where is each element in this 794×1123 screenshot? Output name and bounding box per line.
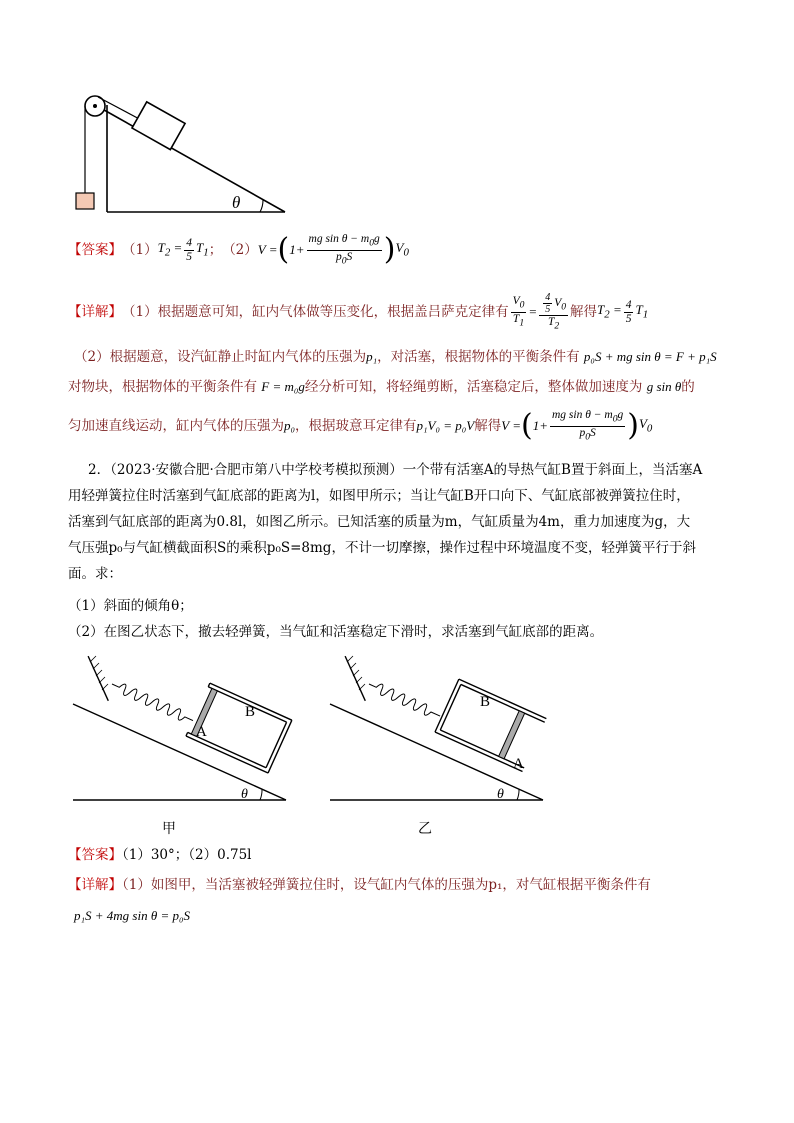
angle-label-theta: θ <box>232 193 241 212</box>
answer-2: 【答案】（1）30°；（2）0.75l <box>68 847 252 863</box>
caption-yi: 乙 <box>418 821 432 837</box>
question-2: （2）在图乙状态下，撤去轻弹簧，当气缸和活塞稳定下滑时，求活塞到气缸底部的距离。 <box>68 624 604 640</box>
detail-1-line-4: 匀加速直线运动，缸内气体的压强为 p₀ ，根据玻意耳定律有 p₁V₀ = p₀V 解得 V = ( 1+ $\frac{mg \sin \theta - m_0g}{p_0S}$ ) $V_0$ <box>68 408 653 443</box>
answer-label: 【答案】 <box>68 242 122 258</box>
answer-1: 【答案】 （1） $T_2$ = $\frac{4}{5}$ $T_1$ ； （2） V = ( 1+ $\frac{mg \sin \theta - m_0g}{p_0S}$ ) $V_0$ <box>68 232 409 267</box>
label-piston-A-right: A <box>513 756 524 772</box>
figure-2-left-jia <box>68 648 293 808</box>
figure-2-right-yi <box>325 648 550 808</box>
question-1: （1）斜面的倾角θ； <box>68 598 193 614</box>
detail-1-line-1: 【详解】 （1）根据题意可知，缸内气体做等压变化，根据盖吕萨克定律有 $\frac{V_0}{T_1}$ = $\frac{4}{5}$ $V_0$ $T_2$ 解得 $T_2$ = $\frac{4}{5}$ $T_1$ <box>68 291 649 332</box>
problem-2-line-1: 2．（2023·安徽合肥·合肥市第八中学校考模拟预测）一个带有活塞A的导热气缸B置于斜面上，当活塞A <box>88 462 703 478</box>
detail-1-line-2: （2）根据题意，设汽缸静止时缸内气体的压强为p₁，对活塞，根据物体的平衡条件有 p₀S + mg sin θ = F + p₁S <box>74 349 717 365</box>
caption-jia: 甲 <box>162 821 176 837</box>
detail-label: 【详解】 <box>68 304 122 320</box>
problem-2-line-4: 气压强p₀与气缸横截面积S的乘积p₀S=8mg，不计一切摩擦，操作过程中环境温度不变，轻弹簧平行于斜 <box>68 540 696 556</box>
detail-2-line-1: 【详解】（1）如图甲，当活塞被轻弹簧拉住时，设气缸内气体的压强为p₁，对气缸根据平衡条件有 <box>68 877 651 893</box>
angle-label-left: θ <box>241 787 248 802</box>
block-on-incline <box>132 102 185 150</box>
label-cylinder-B-right: B <box>480 694 491 710</box>
angle-label-right: θ <box>497 787 504 802</box>
hanging-weight <box>76 193 94 209</box>
detail-2-line-2: p₁S + 4mg sin θ = p₀S <box>74 908 191 923</box>
label-piston-A-left: A <box>196 724 207 740</box>
problem-2-line-2: 用轻弹簧拉住时活塞到气缸底部的距离为l，如图甲所示；当让气缸B开口向下、气缸底部被弹簧拉住时， <box>68 488 690 504</box>
problem-2-line-3: 活塞到气缸底部的距离为0.8l，如图乙所示。已知活塞的质量为m，气缸质量为4m，重力加速度为g，大 <box>68 514 691 530</box>
problem-2-line-5: 面。求： <box>68 566 122 582</box>
detail-1-line-3: 对物块，根据物体的平衡条件有 F = m₀g经分析可知，将轻绳剪断，活塞稳定后，整体做加速度为 g sin θ的 <box>68 379 695 395</box>
figure-1-incline-pulley <box>70 90 300 215</box>
label-cylinder-B-left: B <box>245 704 256 720</box>
